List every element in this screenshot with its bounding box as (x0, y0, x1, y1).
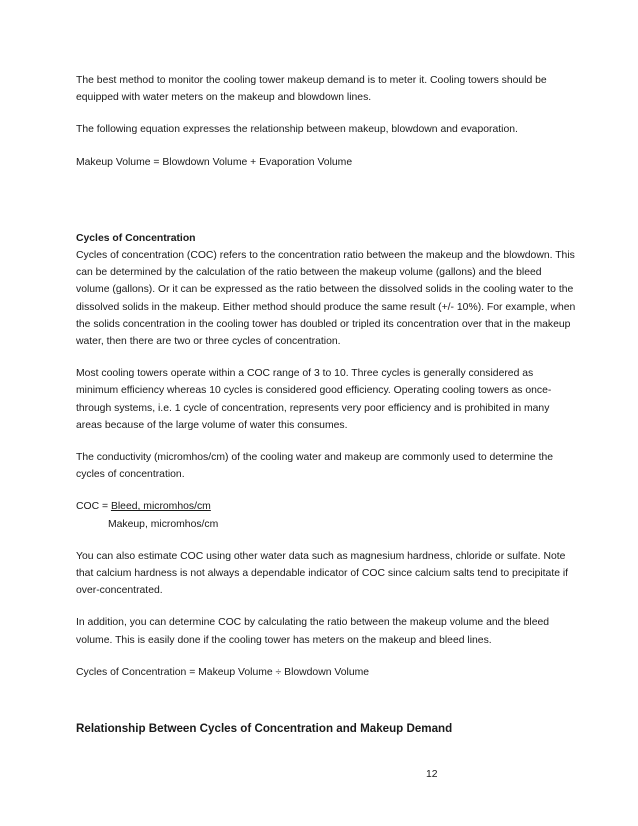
paragraph-metering: The best method to monitor the cooling tower makeup demand is to meter it. Cooling towers should be equipped with water meters on the makeup and blowdown lines. (76, 75, 547, 104)
formula-denominator: Makeup, micromhos/cm (108, 518, 219, 530)
paragraph-conductivity: The conductivity (micromhos/cm) of the cooling water and makeup are commonly used to determine the cycles of concentration. (76, 452, 554, 481)
page-content (76, 72, 576, 737)
paragraph-coc-definition: Cycles of concentration (COC) refers to the concentration ratio between the makeup and the blowdown. This can be determined by the calculation of the ratio between the makeup volume (gallons) and the bleed volume (gallons). Or it can be expressed as the ratio between the dissolved solids in the cooling water to the dissolved solids in the makeup. Either method should produce the same result (+/- 10%). For example, when the solids concentration in the cooling tower has doubled or tripled its concentration over that in the makeup water, then there are two or three cycles of concentration. (76, 250, 576, 348)
blank-space (76, 186, 576, 230)
page-number: 12 (426, 769, 438, 780)
paragraph-other-data: You can also estimate COC using other water data such as magnesium hardness, chloride or sulfate. Note that calcium hardness is not always a dependable indicator of COC since calcium salts tend to precipitate if over-concentrated. (76, 550, 569, 597)
section-heading: Relationship Between Cycles of Concentration and Makeup Demand (76, 722, 453, 736)
formula-numerator: Bleed, micromhos/cm (110, 501, 211, 513)
paragraph-equation-intro: The following equation expresses the relationship between makeup, blowdown and evaporation. (76, 124, 518, 136)
paragraph-coc-range: Most cooling towers operate within a COC range of 3 to 10. Three cycles is generally considered as minimum efficiency whereas 10 cycles is considered good efficiency. Operating cooling towers as once-through systems, i.e. 1 cycle of concentration, represents very poor efficiency and is prohibited in many areas because of the large volume of water this consumes. (76, 368, 552, 431)
paragraph-volume-ratio: In addition, you can determine COC by calculating the ratio between the makeup volume and the bleed volume. This is easily done if the cooling tower has meters on the makeup and bleed lines. (76, 617, 550, 646)
blank-space (76, 696, 576, 720)
coc-heading: Cycles of Concentration (76, 232, 196, 244)
formula-prefix: COC = (76, 501, 111, 513)
formula-numerator-line (76, 498, 576, 515)
makeup-equation: Makeup Volume = Blowdown Volume + Evaporation Volume (76, 156, 353, 168)
coc-formula (76, 498, 576, 532)
coc-volume-equation: Cycles of Concentration = Makeup Volume ÷ Blowdown Volume (76, 666, 370, 678)
